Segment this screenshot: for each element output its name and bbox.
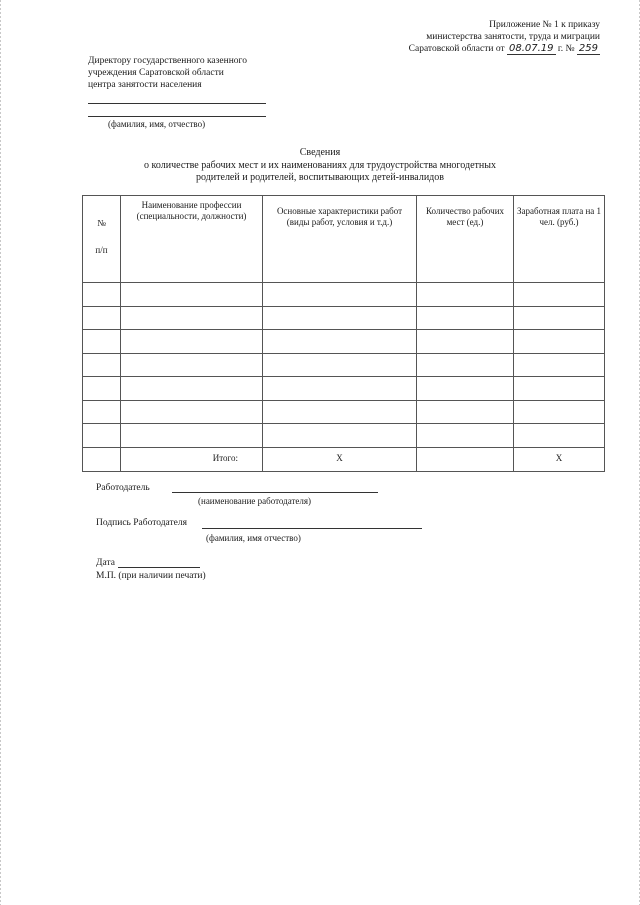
appendix-line-1: Приложение № 1 к приказу bbox=[489, 20, 600, 30]
cell-profession[interactable] bbox=[121, 353, 263, 377]
total-cell-number bbox=[83, 447, 121, 471]
total-count-cell[interactable] bbox=[417, 447, 514, 471]
header-number: № п/п bbox=[83, 196, 121, 283]
cell-profession[interactable] bbox=[121, 330, 263, 354]
cell-profession[interactable] bbox=[121, 400, 263, 424]
signature-label: Подпись Работодателя bbox=[96, 518, 188, 528]
date-line[interactable] bbox=[118, 567, 200, 568]
total-salary-x: X bbox=[514, 447, 605, 471]
total-label: Итого: bbox=[121, 447, 263, 471]
heading-subtitle-1: о количестве рабочих мест и их наименованиях для трудоустройства многодетных bbox=[144, 159, 496, 171]
employer-name-line[interactable] bbox=[172, 492, 378, 493]
addressee-line-2: учреждения Саратовской области bbox=[88, 67, 224, 78]
addressee-line-3: центра занятости населения bbox=[88, 79, 202, 90]
cell-salary[interactable] bbox=[514, 400, 605, 424]
table-row bbox=[83, 353, 605, 377]
signature-line[interactable] bbox=[202, 528, 422, 529]
cell-characteristics[interactable] bbox=[263, 424, 417, 448]
cell-salary[interactable] bbox=[514, 306, 605, 330]
cell-count[interactable] bbox=[417, 377, 514, 401]
header-characteristics: Основные характеристики работ (виды работ, условия и т.д.) bbox=[263, 196, 417, 283]
cell-count[interactable] bbox=[417, 330, 514, 354]
table-row bbox=[83, 377, 605, 401]
cell-count[interactable] bbox=[417, 400, 514, 424]
header-profession: Наименование профессии (специальности, должности) bbox=[121, 196, 263, 283]
cell-number[interactable] bbox=[83, 400, 121, 424]
cell-characteristics[interactable] bbox=[263, 283, 417, 307]
header-count: Количество рабочих мест (ед.) bbox=[417, 196, 514, 283]
appendix-middle: г. № bbox=[557, 43, 575, 54]
heading-title: Сведения bbox=[299, 147, 341, 158]
cell-number[interactable] bbox=[83, 283, 121, 307]
cell-characteristics[interactable] bbox=[263, 306, 417, 330]
employer-caption: (наименование работодателя) bbox=[198, 496, 312, 506]
addressee-line-1: Директору государственного казенного bbox=[88, 56, 247, 66]
appendix-line-3 bbox=[409, 44, 600, 56]
cell-profession[interactable] bbox=[121, 306, 263, 330]
appendix-line-2: министерства занятости, труда и миграции bbox=[426, 31, 600, 42]
order-date-handwritten: 08.07.19 bbox=[508, 42, 554, 54]
addressee-caption: (фамилия, имя, отчество) bbox=[108, 119, 206, 129]
cell-salary[interactable] bbox=[514, 424, 605, 448]
table-total-row bbox=[83, 447, 605, 471]
cell-characteristics[interactable] bbox=[263, 353, 417, 377]
employer-label: Работодатель bbox=[96, 483, 150, 493]
addressee-blank-line-2[interactable] bbox=[88, 116, 266, 117]
document-heading bbox=[100, 147, 540, 185]
cell-count[interactable] bbox=[417, 283, 514, 307]
cell-profession[interactable] bbox=[121, 424, 263, 448]
addressee-block bbox=[88, 56, 247, 92]
date-label: Дата bbox=[96, 558, 115, 568]
appendix-prefix: Саратовской области от bbox=[408, 43, 505, 54]
cell-count[interactable] bbox=[417, 424, 514, 448]
cell-number[interactable] bbox=[83, 424, 121, 448]
cell-salary[interactable] bbox=[514, 330, 605, 354]
header-salary: Заработная плата на 1 чел. (руб.) bbox=[514, 196, 605, 283]
order-number-handwritten: 259 bbox=[578, 42, 598, 54]
table-header-row bbox=[83, 196, 605, 283]
cell-salary[interactable] bbox=[514, 353, 605, 377]
total-characteristics-x: X bbox=[263, 447, 417, 471]
table-row bbox=[83, 283, 605, 307]
heading-subtitle-2: родителей и родителей, воспитывающих детей-инвалидов bbox=[195, 172, 444, 183]
cell-number[interactable] bbox=[83, 306, 121, 330]
cell-number[interactable] bbox=[83, 377, 121, 401]
cell-number[interactable] bbox=[83, 353, 121, 377]
cell-salary[interactable] bbox=[514, 377, 605, 401]
cell-profession[interactable] bbox=[121, 283, 263, 307]
scan-edge-left bbox=[0, 0, 1, 905]
table-row bbox=[83, 306, 605, 330]
table-row bbox=[83, 400, 605, 424]
table-row bbox=[83, 330, 605, 354]
addressee-blank-line-1[interactable] bbox=[88, 103, 266, 104]
cell-characteristics[interactable] bbox=[263, 377, 417, 401]
cell-salary[interactable] bbox=[514, 283, 605, 307]
signature-caption: (фамилия, имя отчество) bbox=[206, 533, 301, 543]
cell-count[interactable] bbox=[417, 306, 514, 330]
cell-number[interactable] bbox=[83, 330, 121, 354]
cell-characteristics[interactable] bbox=[263, 400, 417, 424]
cell-profession[interactable] bbox=[121, 377, 263, 401]
vacancies-table bbox=[82, 195, 605, 472]
cell-characteristics[interactable] bbox=[263, 330, 417, 354]
table-row bbox=[83, 424, 605, 448]
appendix-reference bbox=[409, 20, 600, 56]
cell-count[interactable] bbox=[417, 353, 514, 377]
stamp-note: М.П. (при наличии печати) bbox=[96, 571, 206, 581]
